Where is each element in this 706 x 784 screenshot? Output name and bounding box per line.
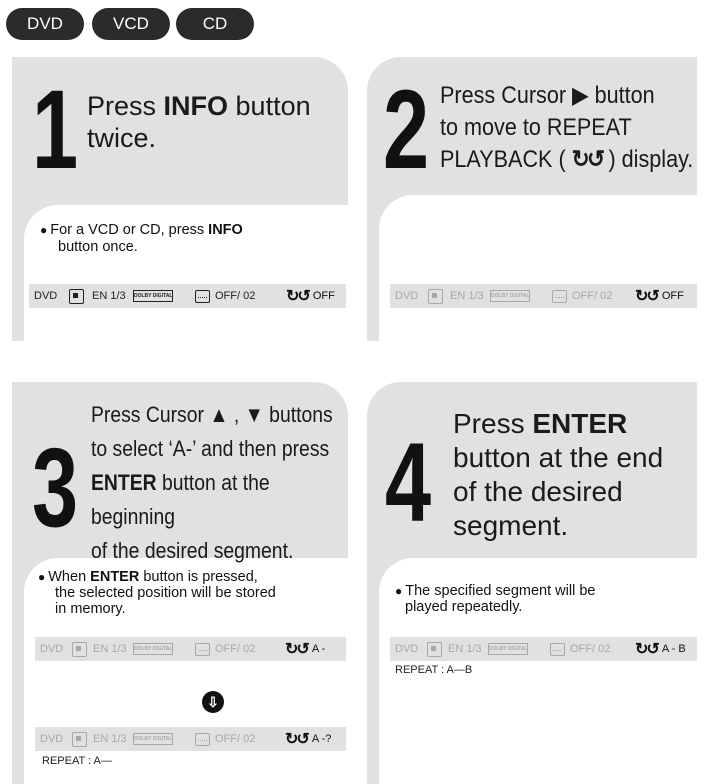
osd-bar-step3-a: DVD EN 1/3 DOLBY DIGITAL OFF/ 02 ↻↺ A - (35, 637, 346, 661)
osd-disc: DVD (34, 290, 58, 302)
repeat-icon: ↻↺ (635, 641, 658, 658)
osd-bar-step1: DVD EN 1/3 DOLBY DIGITAL OFF/ 02 ↻↺ OFF (29, 284, 346, 308)
badge-dvd: DVD (6, 8, 84, 40)
angle-icon (72, 642, 87, 657)
dolby-digital-icon: DOLBY DIGITAL (490, 290, 530, 302)
repeat-icon: ↻↺ (285, 641, 308, 658)
step-4-number: 4 (385, 420, 432, 545)
angle-icon (72, 732, 87, 747)
osd-audio: EN 1/3 (92, 290, 126, 302)
repeat-icon: ↻↺ (571, 146, 603, 173)
angle-icon (427, 642, 442, 657)
step-1-instruction: Press INFO button twice. (87, 91, 311, 153)
down-arrow-icon: ⇩ (202, 691, 224, 713)
osd-bar-step3-aq: DVD EN 1/3 DOLBY DIGITAL OFF/ 02 ↻↺ A -? (35, 727, 346, 751)
dolby-digital-icon: DOLBY DIGITAL (133, 290, 173, 302)
repeat-ab-caption: REPEAT : A—B (395, 664, 473, 676)
step-4-note: ● The specified segment will be played repeatedly. (395, 583, 596, 615)
step-1-note: ● For a VCD or CD, press INFO button once. (40, 222, 243, 255)
dolby-digital-icon: DOLBY DIGITAL (133, 733, 173, 745)
osd-subtitle: OFF/ 02 (215, 290, 256, 302)
dolby-digital-icon: DOLBY DIGITAL (488, 643, 528, 655)
repeat-icon: ↻↺ (285, 731, 308, 748)
badge-cd: CD (176, 8, 254, 40)
subtitle-icon (195, 733, 210, 746)
step-2-instruction: Press Cursor ▶ button to move to REPEAT PLAYBACK ( ↻↺ ) display. (440, 82, 694, 173)
step-4-instruction: Press ENTER button at the end of the desired segment. (453, 408, 664, 541)
subtitle-icon (195, 643, 210, 656)
badge-vcd: VCD (92, 8, 170, 40)
step-2-number: 2 (383, 67, 430, 192)
step-3-instruction: Press Cursor ▲ , ▼ buttons to select ‘A-’ and then press ENTER button at the beginning of the desired segment. (91, 402, 333, 563)
angle-icon (428, 289, 443, 304)
subtitle-icon (550, 643, 565, 656)
step-3-number: 3 (32, 425, 79, 550)
angle-icon (69, 289, 84, 304)
osd-bar-step2: DVD EN 1/3 DOLBY DIGITAL OFF/ 02 ↻↺ OFF (390, 284, 697, 308)
dolby-digital-icon: DOLBY DIGITAL (133, 643, 173, 655)
repeat-icon: ↻↺ (286, 288, 309, 305)
step-3-note: ● When ENTER button is pressed, the selected position will be stored in memory. (38, 569, 276, 617)
subtitle-icon (195, 290, 210, 303)
subtitle-icon (552, 290, 567, 303)
repeat-a-caption: REPEAT : A— (42, 755, 112, 767)
step-1-number: 1 (32, 67, 79, 192)
osd-bar-step4: DVD EN 1/3 DOLBY DIGITAL OFF/ 02 ↻↺ A - B (390, 637, 697, 661)
repeat-icon: ↻↺ (635, 288, 658, 305)
